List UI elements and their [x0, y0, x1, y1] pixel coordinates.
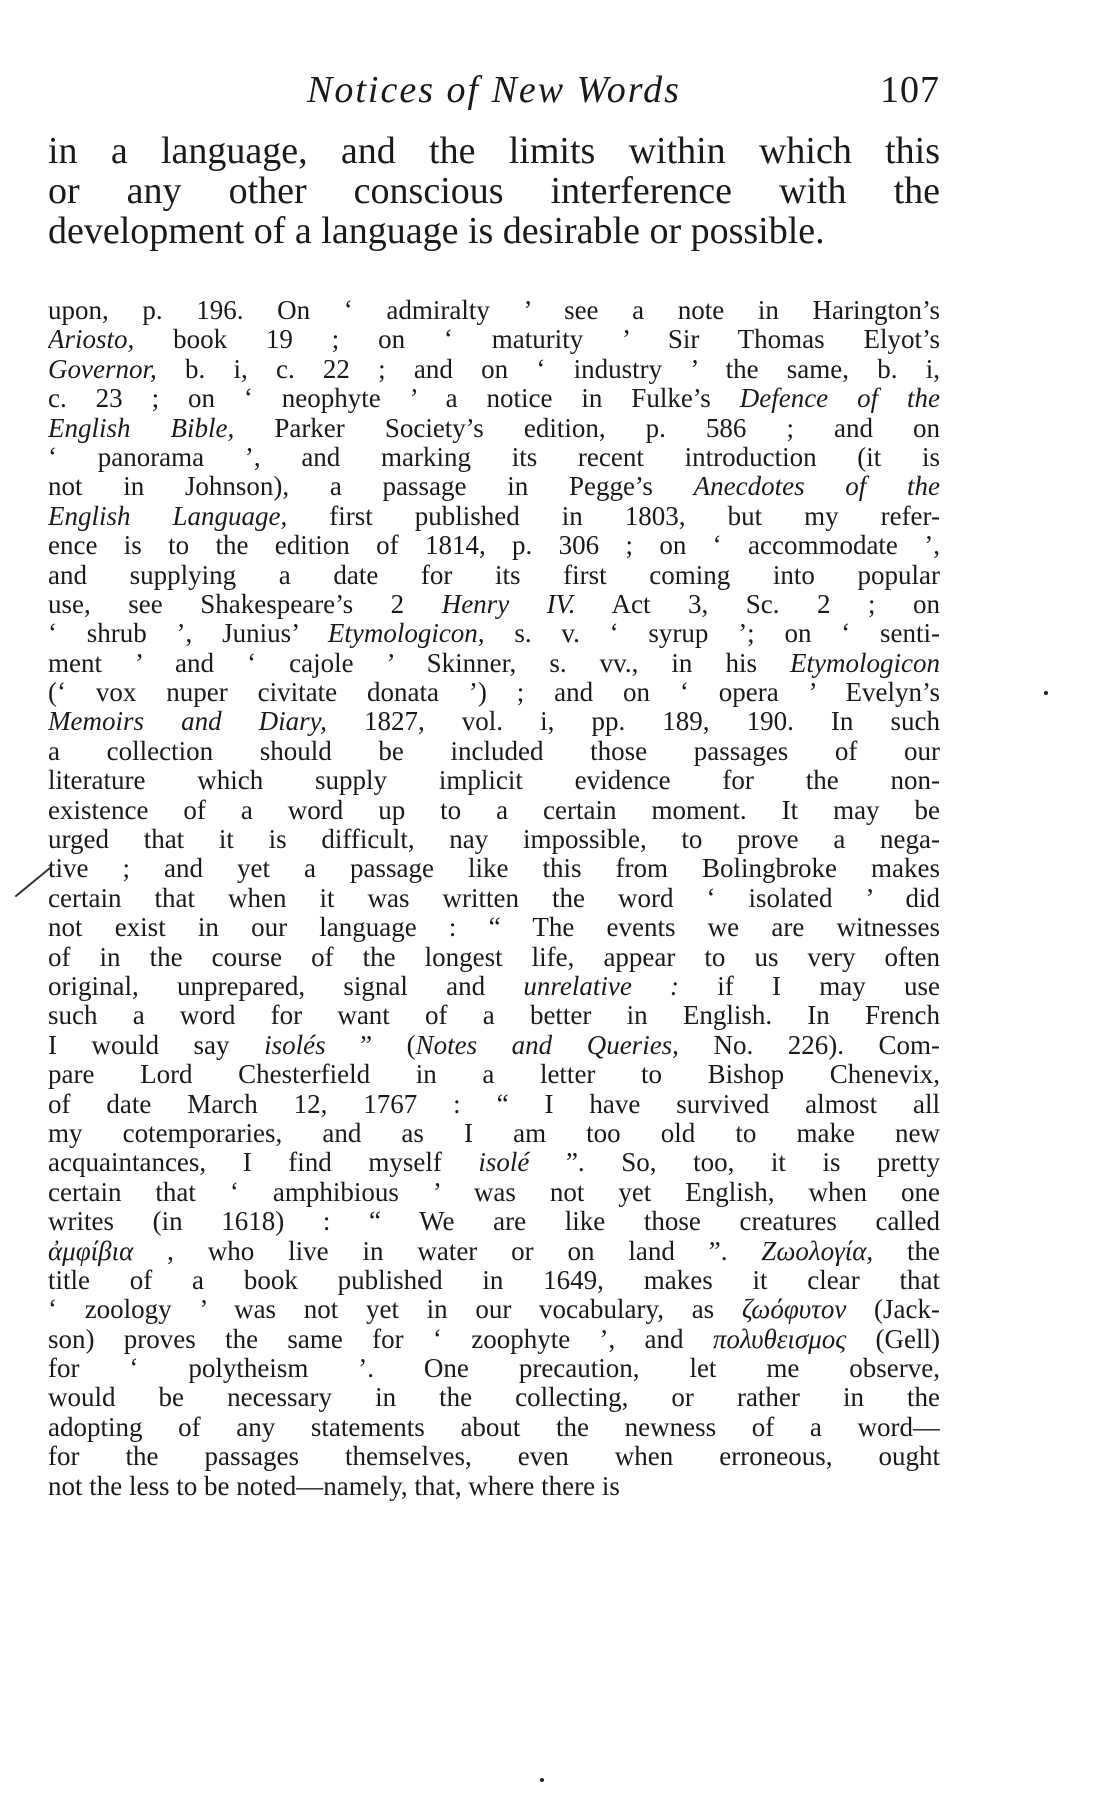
footnote-line [48, 1354, 940, 1383]
footnote-line [48, 737, 940, 766]
footnote-line [48, 355, 940, 384]
running-head [48, 68, 940, 118]
footnote-line [48, 943, 940, 972]
footnote-text: adopting of any statements about the newness of a word— [48, 1412, 940, 1442]
footnote-text: c. 23 ; on ‘ neophyte ’ a notice in Fulke’s [48, 384, 740, 414]
footnote-line [48, 1060, 940, 1089]
footnote-line [48, 972, 940, 1001]
speck-mark [1044, 691, 1048, 695]
pencil-mark-icon [14, 866, 52, 898]
footnote-line [48, 1001, 940, 1030]
footnote-line [48, 619, 940, 648]
footnote-block [48, 296, 940, 1501]
footnote-line [48, 1207, 940, 1236]
footnote-line [48, 1383, 940, 1412]
footnote-line [48, 854, 940, 883]
footnote-text: acquaintances, I find myself [48, 1148, 479, 1178]
main-text-line: in a language, and the limits within which this [48, 130, 940, 172]
footnote-text: of in the course of the longest life, appear to us very often [48, 942, 940, 972]
footnote-text: not the less to be noted—namely, that, where there is [48, 1471, 620, 1501]
footnote-italic-text: isolés [264, 1030, 326, 1060]
page-number: 107 [880, 69, 940, 111]
speck-mark [540, 1778, 544, 1782]
footnote-text: for ‘ polytheism ’. One precaution, let me observe, [48, 1354, 940, 1384]
footnote-line [48, 590, 940, 619]
footnote-text: of date March 12, 1767 : “ I have survived almost all [48, 1089, 940, 1119]
footnote-line [48, 443, 940, 472]
footnote-text: tive ; and yet a passage like this from Bolingbroke makes [48, 854, 940, 884]
footnote-line [48, 384, 940, 413]
footnote-text: my cotemporaries, and as I am too old to make new [48, 1118, 940, 1148]
footnote-text: such a word for want of a better in English. In French [48, 1001, 940, 1031]
footnote-text: ” ( [325, 1030, 416, 1060]
footnote-line [48, 1295, 940, 1324]
footnote-italic-text: ζωόφυτον [741, 1295, 847, 1325]
footnote-italic-text: ἀμφίβια [48, 1236, 134, 1266]
footnote-line [48, 913, 940, 942]
footnote-italic-text: Defence of the [739, 384, 940, 414]
footnote-text: upon, p. 196. On ‘ admiralty ’ see a note in Harington’s [48, 296, 940, 325]
footnote-text: I would say [48, 1030, 265, 1060]
footnote-line [48, 766, 940, 795]
footnote-text: , who live in water or on land ”. [133, 1236, 762, 1266]
footnote-italic-text: Governor, [48, 354, 157, 384]
main-text-line: development of a language is desirable or possible. [48, 210, 825, 252]
footnote-text: ment ’ and ‘ cajole ’ Skinner, s. vv., in his [48, 648, 791, 678]
footnote-text: original, unprepared, signal and [48, 971, 524, 1001]
footnote-line [48, 1266, 940, 1295]
footnote-text: No. 226). Com- [678, 1030, 940, 1060]
footnote-text: 1827, vol. i, pp. 189, 190. In such [326, 707, 940, 737]
footnote-text: for the passages themselves, even when erroneous, ought [48, 1442, 940, 1472]
footnote-text: (Gell) [846, 1324, 940, 1354]
footnote-text: existence of a word up to a certain moment. It may be [48, 795, 940, 825]
footnote-text: certain that ‘ amphibious ’ was not yet English, when one [48, 1177, 940, 1207]
main-text [48, 131, 940, 251]
footnote-line [48, 561, 940, 590]
footnote-italic-text: Ariosto, [48, 325, 135, 355]
footnote-text: ‘ panorama ’, and marking its recent introduction (it is [48, 442, 940, 472]
footnote-text: literature which supply implicit evidence for the non- [48, 766, 940, 796]
footnote-text: s. v. ‘ syrup ’; on ‘ senti- [484, 619, 940, 649]
footnote-italic-text: isolé [478, 1148, 530, 1178]
footnote-text: ”. So, too, it is pretty [529, 1148, 940, 1178]
footnote-text: Act 3, Sc. 2 ; on [575, 589, 940, 619]
footnote-line [48, 884, 940, 913]
footnote-line [48, 1119, 940, 1148]
footnote-italic-text: Ζωολογία, [761, 1236, 874, 1266]
footnote-text: ence is to the edition of 1814, p. 306 ; on ‘ accommodate ’, [48, 531, 940, 561]
footnote-line [48, 1472, 940, 1501]
footnote-line [48, 414, 940, 443]
footnote-text: Parker Society’s edition, p. 586 ; and on [234, 413, 940, 443]
footnote-line [48, 1090, 940, 1119]
footnote-line [48, 1442, 940, 1471]
footnote-text: ‘ shrub ’, Junius’ [48, 619, 328, 649]
footnote-text: would be necessary in the collecting, or rather in the [48, 1383, 940, 1413]
footnote-italic-text: πολυθεισμος [712, 1324, 847, 1354]
footnote-line [48, 649, 940, 678]
footnote-line [48, 531, 940, 560]
footnote-text: not in Johnson), a passage in Pegge’s [48, 472, 694, 502]
footnote-text: if I may use [679, 971, 940, 1001]
footnote-text: b. i, c. 22 ; and on ‘ industry ’ the same, b. i, [156, 354, 940, 384]
footnote-italic-text: Henry IV. [441, 589, 576, 619]
footnote-line [48, 1148, 940, 1177]
footnote-text: first published in 1803, but my refer- [287, 501, 940, 531]
footnote-line [48, 472, 940, 501]
footnote-italic-text: Etymologicon [790, 648, 940, 678]
footnote-text: use, see Shakespeare’s 2 [48, 589, 442, 619]
footnote-italic-text: Anecdotes of the [693, 472, 940, 502]
footnote-text: certain that when it was written the word ‘ isolated ’ did [48, 883, 940, 913]
footnote-italic-text: English Bible, [48, 413, 235, 443]
footnote-text: not exist in our language : “ The events we are witnesses [48, 913, 940, 943]
footnote-line [48, 678, 940, 707]
footnote-text: son) proves the same for ‘ zoophyte ’, and [48, 1324, 713, 1354]
footnote-text: book 19 ; on ‘ maturity ’ Sir Thomas Elyot’s [134, 325, 940, 355]
footnote-line [48, 1325, 940, 1354]
footnote-text: and supplying a date for its first coming into popular [48, 560, 940, 590]
footnote-line [48, 707, 940, 736]
footnote-text: urged that it is difficult, nay impossible, to prove a nega- [48, 825, 940, 855]
footnote-line [48, 1237, 940, 1266]
footnote-line [48, 325, 940, 354]
footnote-line [48, 296, 940, 325]
footnote-italic-text: unrelative : [523, 971, 680, 1001]
footnote-text: a collection should be included those passages of our [48, 736, 940, 766]
footnote-text: the [873, 1236, 940, 1266]
footnote-text: (‘ vox nuper civitate donata ’) ; and on ‘ opera ’ Evelyn’s [48, 678, 940, 708]
footnote-text: title of a book published in 1649, makes it clear that [48, 1265, 940, 1295]
footnote-line [48, 1413, 940, 1442]
footnote-text: ‘ zoology ’ was not yet in our vocabulary, as [48, 1295, 742, 1325]
footnote-italic-text: Etymologicon, [327, 619, 485, 649]
running-title: Notices of New Words [307, 69, 681, 111]
footnote-line [48, 1178, 940, 1207]
footnote-italic-text: Memoirs and Diary, [48, 707, 327, 737]
footnote-line [48, 825, 940, 854]
main-text-line: or any other conscious interference with the [48, 170, 940, 212]
footnote-line [48, 796, 940, 825]
footnote-text: (Jack- [846, 1295, 940, 1325]
footnote-italic-text: Notes and Queries, [415, 1030, 679, 1060]
footnote-line [48, 502, 940, 531]
footnote-text: pare Lord Chesterfield in a letter to Bishop Chenevix, [48, 1060, 940, 1090]
footnote-text: writes (in 1618) : “ We are like those creatures called [48, 1207, 940, 1237]
footnote-italic-text: English Language, [48, 501, 288, 531]
footnote-line [48, 1031, 940, 1060]
